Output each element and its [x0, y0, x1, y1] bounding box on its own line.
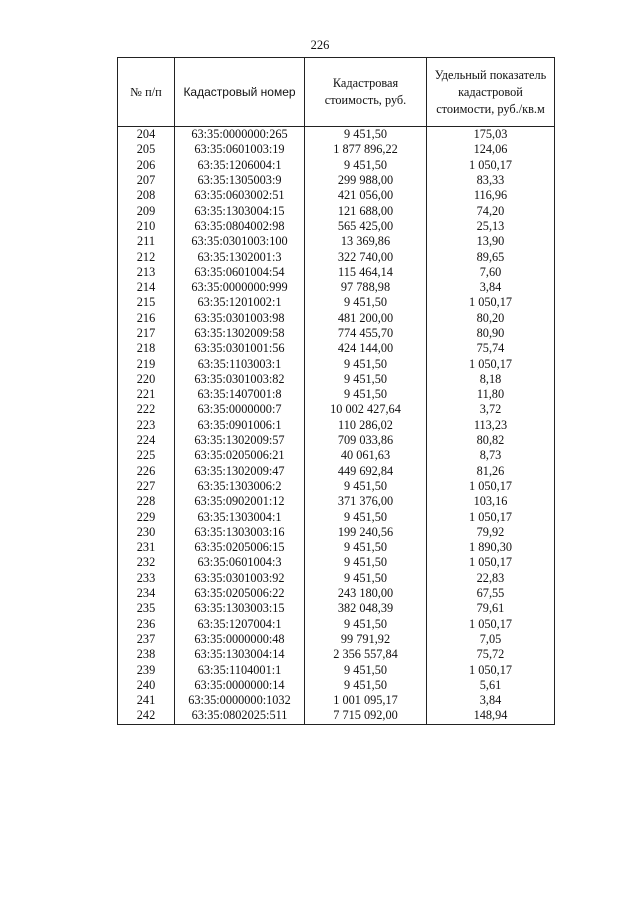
cadastral-number: 63:35:0301003:98	[175, 311, 305, 326]
row-number: 204	[118, 127, 175, 143]
row-number: 224	[118, 433, 175, 448]
cadastral-number: 63:35:1305003:9	[175, 173, 305, 188]
cadastral-value: 7 715 092,00	[305, 708, 427, 724]
cadastral-value: 449 692,84	[305, 464, 427, 479]
cadastral-value: 9 451,50	[305, 662, 427, 677]
cadastral-number: 63:35:1302009:58	[175, 326, 305, 341]
specific-value: 80,20	[427, 311, 555, 326]
table-row	[118, 142, 555, 157]
cadastral-value: 9 451,50	[305, 617, 427, 632]
table-row	[118, 295, 555, 310]
table-row	[118, 265, 555, 280]
table-row	[118, 372, 555, 387]
row-number: 209	[118, 203, 175, 218]
row-number: 232	[118, 555, 175, 570]
table-row	[118, 647, 555, 662]
table-row	[118, 464, 555, 479]
specific-value: 22,83	[427, 571, 555, 586]
specific-value: 103,16	[427, 494, 555, 509]
row-number: 235	[118, 601, 175, 616]
table-row	[118, 326, 555, 341]
cadastral-value: 1 001 095,17	[305, 693, 427, 708]
cadastral-value: 481 200,00	[305, 311, 427, 326]
header-num: № п/п	[118, 58, 175, 127]
cadastral-value: 322 740,00	[305, 249, 427, 264]
cadastral-number: 63:35:0902001:12	[175, 494, 305, 509]
cadastral-number: 63:35:0000000:1032	[175, 693, 305, 708]
specific-value: 1 050,17	[427, 509, 555, 524]
cadastral-value: 371 376,00	[305, 494, 427, 509]
row-number: 221	[118, 387, 175, 402]
table-header-row	[118, 58, 555, 127]
row-number: 222	[118, 402, 175, 417]
cadastral-value: 13 369,86	[305, 234, 427, 249]
specific-value: 81,26	[427, 464, 555, 479]
table-row	[118, 188, 555, 203]
table-body	[118, 127, 555, 725]
cadastral-number: 63:35:0000000:265	[175, 127, 305, 143]
cadastral-value: 110 286,02	[305, 418, 427, 433]
row-number: 205	[118, 142, 175, 157]
cadastral-number: 63:35:0000000:14	[175, 678, 305, 693]
table-row	[118, 479, 555, 494]
cadastral-number: 63:35:0000000:7	[175, 402, 305, 417]
row-number: 237	[118, 632, 175, 647]
cadastral-value: 97 788,98	[305, 280, 427, 295]
cadastral-value: 99 791,92	[305, 632, 427, 647]
cadastral-number: 63:35:1303003:16	[175, 525, 305, 540]
cadastral-value: 9 451,50	[305, 158, 427, 173]
cadastral-number: 63:35:0301003:100	[175, 234, 305, 249]
specific-value: 113,23	[427, 418, 555, 433]
table-row	[118, 234, 555, 249]
row-number: 230	[118, 525, 175, 540]
specific-value: 13,90	[427, 234, 555, 249]
cadastral-value: 10 002 427,64	[305, 402, 427, 417]
cadastral-number: 63:35:1303006:2	[175, 479, 305, 494]
cadastral-value: 2 356 557,84	[305, 647, 427, 662]
specific-value: 148,94	[427, 708, 555, 724]
table-row	[118, 678, 555, 693]
row-number: 207	[118, 173, 175, 188]
table-row	[118, 601, 555, 616]
specific-value: 25,13	[427, 219, 555, 234]
cadastral-number: 63:35:1303004:14	[175, 647, 305, 662]
specific-value: 75,72	[427, 647, 555, 662]
cadastral-number: 63:35:0603002:51	[175, 188, 305, 203]
specific-value: 3,84	[427, 693, 555, 708]
cadastral-value: 9 451,50	[305, 678, 427, 693]
specific-value: 3,72	[427, 402, 555, 417]
cadastral-value: 424 144,00	[305, 341, 427, 356]
cadastral-number: 63:35:1201002:1	[175, 295, 305, 310]
specific-value: 74,20	[427, 203, 555, 218]
cadastral-number: 63:35:0301003:82	[175, 372, 305, 387]
row-number: 216	[118, 311, 175, 326]
table-row	[118, 249, 555, 264]
specific-value: 3,84	[427, 280, 555, 295]
row-number: 228	[118, 494, 175, 509]
table-row	[118, 341, 555, 356]
specific-value: 1 050,17	[427, 617, 555, 632]
table-row	[118, 494, 555, 509]
cadastral-number: 63:35:0601003:19	[175, 142, 305, 157]
cadastral-number: 63:35:1104001:1	[175, 662, 305, 677]
specific-value: 75,74	[427, 341, 555, 356]
row-number: 211	[118, 234, 175, 249]
table-row	[118, 571, 555, 586]
table-row	[118, 433, 555, 448]
cadastral-number: 63:35:0802025:511	[175, 708, 305, 724]
cadastral-value: 40 061,63	[305, 448, 427, 463]
specific-value: 1 050,17	[427, 356, 555, 371]
cadastral-number: 63:35:1303004:15	[175, 203, 305, 218]
cadastral-number: 63:35:1407001:8	[175, 387, 305, 402]
cadastral-value: 9 451,50	[305, 555, 427, 570]
specific-value: 1 050,17	[427, 158, 555, 173]
row-number: 218	[118, 341, 175, 356]
cadastral-number: 63:35:1207004:1	[175, 617, 305, 632]
cadastral-number: 63:35:0301001:56	[175, 341, 305, 356]
cadastral-value: 121 688,00	[305, 203, 427, 218]
specific-value: 11,80	[427, 387, 555, 402]
row-number: 229	[118, 509, 175, 524]
table-row	[118, 280, 555, 295]
row-number: 231	[118, 540, 175, 555]
row-number: 236	[118, 617, 175, 632]
cadastral-number: 63:35:0205006:15	[175, 540, 305, 555]
table-row	[118, 662, 555, 677]
cadastral-value: 421 056,00	[305, 188, 427, 203]
table-row	[118, 448, 555, 463]
specific-value: 7,05	[427, 632, 555, 647]
table-row	[118, 632, 555, 647]
row-number: 215	[118, 295, 175, 310]
table-row	[118, 311, 555, 326]
cadastral-value: 9 451,50	[305, 479, 427, 494]
cadastral-number: 63:35:1302001:3	[175, 249, 305, 264]
cadastral-number: 63:35:1303003:15	[175, 601, 305, 616]
cadastral-value: 299 988,00	[305, 173, 427, 188]
cadastral-number: 63:35:0205006:22	[175, 586, 305, 601]
cadastral-value: 9 451,50	[305, 571, 427, 586]
table-row	[118, 693, 555, 708]
specific-value: 124,06	[427, 142, 555, 157]
cadastral-number: 63:35:1303004:1	[175, 509, 305, 524]
table-row	[118, 127, 555, 143]
cadastral-value: 9 451,50	[305, 356, 427, 371]
header-cadastral-value: Кадастровая стоимость, руб.	[305, 58, 427, 127]
specific-value: 1 050,17	[427, 555, 555, 570]
table-row	[118, 158, 555, 173]
row-number: 227	[118, 479, 175, 494]
cadastral-value: 1 877 896,22	[305, 142, 427, 157]
row-number: 242	[118, 708, 175, 724]
cadastral-number: 63:35:1206004:1	[175, 158, 305, 173]
row-number: 214	[118, 280, 175, 295]
table-row	[118, 387, 555, 402]
header-specific-value: Удельный показатель кадастровой стоимости, руб./кв.м	[427, 58, 555, 127]
specific-value: 7,60	[427, 265, 555, 280]
row-number: 240	[118, 678, 175, 693]
cadastral-number: 63:35:0205006:21	[175, 448, 305, 463]
table-row	[118, 402, 555, 417]
row-number: 208	[118, 188, 175, 203]
row-number: 206	[118, 158, 175, 173]
specific-value: 79,61	[427, 601, 555, 616]
cadastral-value: 9 451,50	[305, 295, 427, 310]
cadastral-value: 565 425,00	[305, 219, 427, 234]
row-number: 219	[118, 356, 175, 371]
cadastral-number: 63:35:0601004:54	[175, 265, 305, 280]
cadastral-value: 115 464,14	[305, 265, 427, 280]
row-number: 210	[118, 219, 175, 234]
row-number: 225	[118, 448, 175, 463]
table-row	[118, 586, 555, 601]
specific-value: 1 050,17	[427, 295, 555, 310]
table-row	[118, 540, 555, 555]
row-number: 241	[118, 693, 175, 708]
row-number: 223	[118, 418, 175, 433]
row-number: 238	[118, 647, 175, 662]
specific-value: 83,33	[427, 173, 555, 188]
table-row	[118, 525, 555, 540]
table-row	[118, 418, 555, 433]
cadastral-number: 63:35:0301003:92	[175, 571, 305, 586]
specific-value: 175,03	[427, 127, 555, 143]
row-number: 226	[118, 464, 175, 479]
cadastral-number: 63:35:0000000:48	[175, 632, 305, 647]
row-number: 220	[118, 372, 175, 387]
specific-value: 80,82	[427, 433, 555, 448]
cadastral-value: 9 451,50	[305, 509, 427, 524]
row-number: 239	[118, 662, 175, 677]
cadastral-value: 9 451,50	[305, 127, 427, 143]
row-number: 217	[118, 326, 175, 341]
specific-value: 1 050,17	[427, 662, 555, 677]
row-number: 213	[118, 265, 175, 280]
cadastral-number: 63:35:0000000:999	[175, 280, 305, 295]
specific-value: 79,92	[427, 525, 555, 540]
cadastral-number: 63:35:0901006:1	[175, 418, 305, 433]
specific-value: 67,55	[427, 586, 555, 601]
specific-value: 116,96	[427, 188, 555, 203]
specific-value: 8,73	[427, 448, 555, 463]
table-row	[118, 617, 555, 632]
row-number: 233	[118, 571, 175, 586]
cadastral-value: 199 240,56	[305, 525, 427, 540]
cadastral-value: 774 455,70	[305, 326, 427, 341]
table-row	[118, 203, 555, 218]
table-row	[118, 509, 555, 524]
specific-value: 5,61	[427, 678, 555, 693]
table-row	[118, 219, 555, 234]
cadastral-value: 9 451,50	[305, 387, 427, 402]
cadastral-number: 63:35:0601004:3	[175, 555, 305, 570]
table-row	[118, 555, 555, 570]
specific-value: 89,65	[427, 249, 555, 264]
cadastral-value: 382 048,39	[305, 601, 427, 616]
cadastral-number: 63:35:0804002:98	[175, 219, 305, 234]
row-number: 212	[118, 249, 175, 264]
specific-value: 1 050,17	[427, 479, 555, 494]
cadastral-value: 9 451,50	[305, 372, 427, 387]
specific-value: 8,18	[427, 372, 555, 387]
cadastral-number: 63:35:1302009:47	[175, 464, 305, 479]
page-number: 226	[310, 38, 330, 52]
header-cadastral-number: Кадастровый номер	[175, 58, 305, 127]
cadastral-table	[117, 57, 555, 725]
row-number: 234	[118, 586, 175, 601]
specific-value: 80,90	[427, 326, 555, 341]
cadastral-value: 243 180,00	[305, 586, 427, 601]
cadastral-number: 63:35:1103003:1	[175, 356, 305, 371]
cadastral-value: 709 033,86	[305, 433, 427, 448]
specific-value: 1 890,30	[427, 540, 555, 555]
table-row	[118, 708, 555, 724]
cadastral-value: 9 451,50	[305, 540, 427, 555]
table-row	[118, 173, 555, 188]
table-row	[118, 356, 555, 371]
cadastral-number: 63:35:1302009:57	[175, 433, 305, 448]
